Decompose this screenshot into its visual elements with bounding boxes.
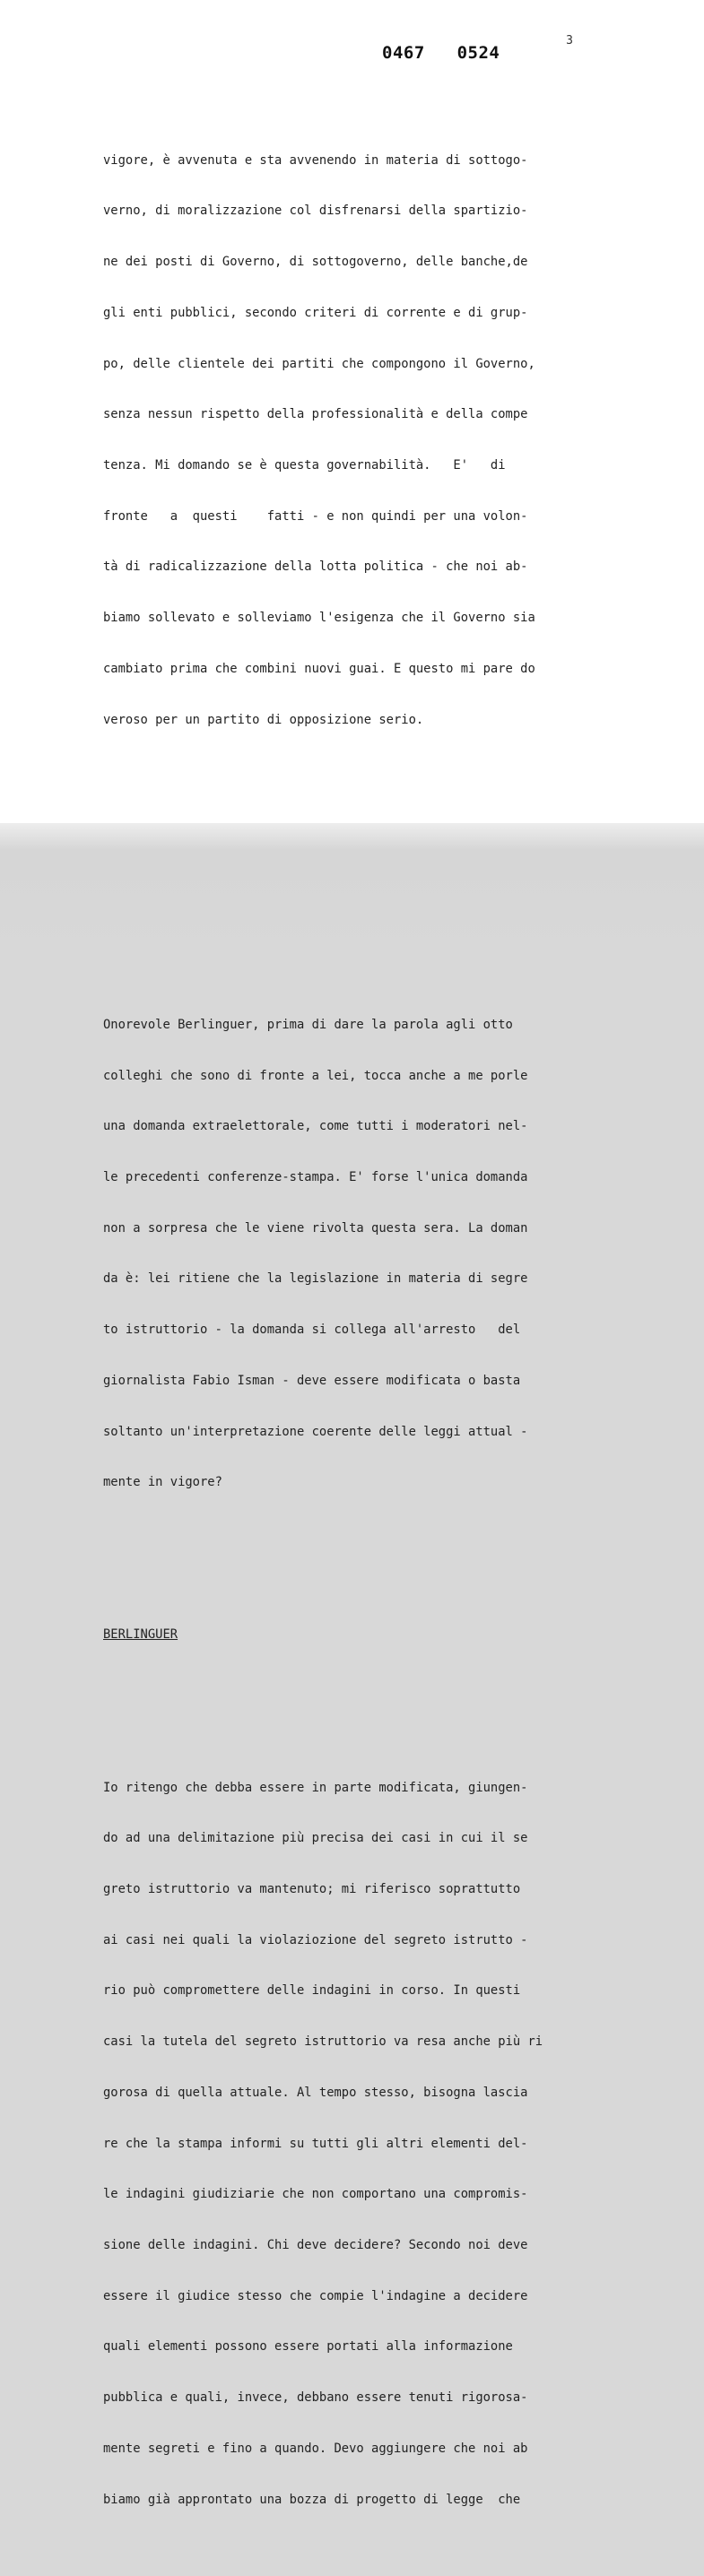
paragraph-gap (103, 1576, 587, 1593)
text-line: le precedenti conferenze-stampa. E' forse l'unica domanda (103, 1169, 528, 1184)
text-line: rio può compromettere delle indagini in corso. In questi (103, 1983, 521, 1999)
text-line: biamo sollevato e solleviamo l'esigenza che il Governo sia (103, 611, 535, 626)
text-line: re che la stampa informi su tutti gli altri elementi del- (103, 2136, 528, 2151)
paragraph-1 (103, 118, 587, 762)
text-line: non a sorpresa che le viene rivolta questa sera. La doman (103, 1220, 528, 1236)
text-line: fronte a questi fatti - e non quindi per una volon- (103, 508, 528, 524)
text-line: le indagini giudiziarie che non comportano una compromis- (103, 2187, 528, 2202)
text-line: mente segreti e fino a quando. Devo aggiungere che noi ab (103, 2441, 528, 2456)
text-line: to istruttorio - la domanda si collega all'arresto del (103, 1323, 521, 1338)
text-line: ne dei posti di Governo, di sottogoverno, delle banche,de (103, 255, 528, 270)
archive-code: 0467 0524 (382, 43, 500, 63)
text-line: senza nessun rispetto della professionalità e della compe (103, 407, 528, 422)
text-line: gorosa di quella attuale. Al tempo stesso, bisogna lascia (103, 2085, 528, 2100)
text-line: po, delle clientele dei partiti che compongono il Governo, (103, 356, 535, 371)
scan-background-strip (0, 823, 704, 968)
text-line: sione delle indagini. Chi deve decidere? Secondo noi deve (103, 2238, 528, 2253)
text-line: Io ritengo che debba essere in parte modificata, giungen- (103, 1780, 528, 1795)
text-line: giornalista Fabio Isman - deve essere modificata o basta (103, 1373, 521, 1388)
text-line: tà di radicalizzazione della lotta politica - che noi ab- (103, 559, 528, 575)
text-line: essere il giudice stesso che compie l'indagine a decidere (103, 2288, 528, 2303)
text-line: mente in vigore? (103, 1475, 222, 1490)
text-line: verno, di moralizzazione col disfrenarsi della spartizio- (103, 204, 528, 219)
text-line: do ad una delimitazione più precisa dei casi in cui il se (103, 1831, 528, 1846)
text-line: tenza. Mi domando se è questa governabilità. E' di (103, 457, 506, 473)
text-line: da è: lei ritiene che la legislazione in materia di segre (103, 1271, 528, 1287)
text-line: colleghi che sono di fronte a lei, tocca anche a me porle (103, 1068, 528, 1083)
speaker-heading-berlinguer: BERLINGUER (103, 1627, 178, 1643)
transcript-body (103, 84, 587, 2576)
paragraph-2 (103, 983, 587, 1525)
text-line: Onorevole Berlinguer, prima di dare la parola agli otto (103, 1017, 513, 1032)
text-line: casi la tutela del segreto istruttorio va resa anche più ri (103, 2034, 543, 2050)
text-line: biamo già approntato una bozza di progetto di legge che (103, 2492, 521, 2507)
text-line: ai casi nei quali la violaziozione del segreto istrutto - (103, 1932, 528, 1947)
page-number: 3 (566, 34, 573, 48)
text-line: quali elementi possono essere portati alla informazione (103, 2339, 513, 2355)
paragraph-3 (103, 1746, 587, 2543)
text-line: soltanto un'interpretazione coerente delle leggi attual - (103, 1424, 528, 1439)
text-line: pubblica e quali, invece, debbano essere tenuti rigorosa- (103, 2390, 528, 2406)
text-line: vigore, è avvenuta e sta avvenendo in materia di sottogo- (103, 152, 528, 168)
text-line: cambiato prima che combini nuovi guai. E questo mi pare do (103, 661, 535, 676)
text-line: veroso per un partito di opposizione serio. (103, 712, 424, 727)
paragraph-gap (103, 1678, 587, 1695)
text-line: una domanda extraelettorale, come tutti i moderatori nel- (103, 1119, 528, 1134)
text-line: gli enti pubblici, secondo criteri di corrente e di grup- (103, 305, 528, 320)
text-line: greto istruttorio va mantenuto; mi riferisco soprattutto (103, 1882, 521, 1896)
